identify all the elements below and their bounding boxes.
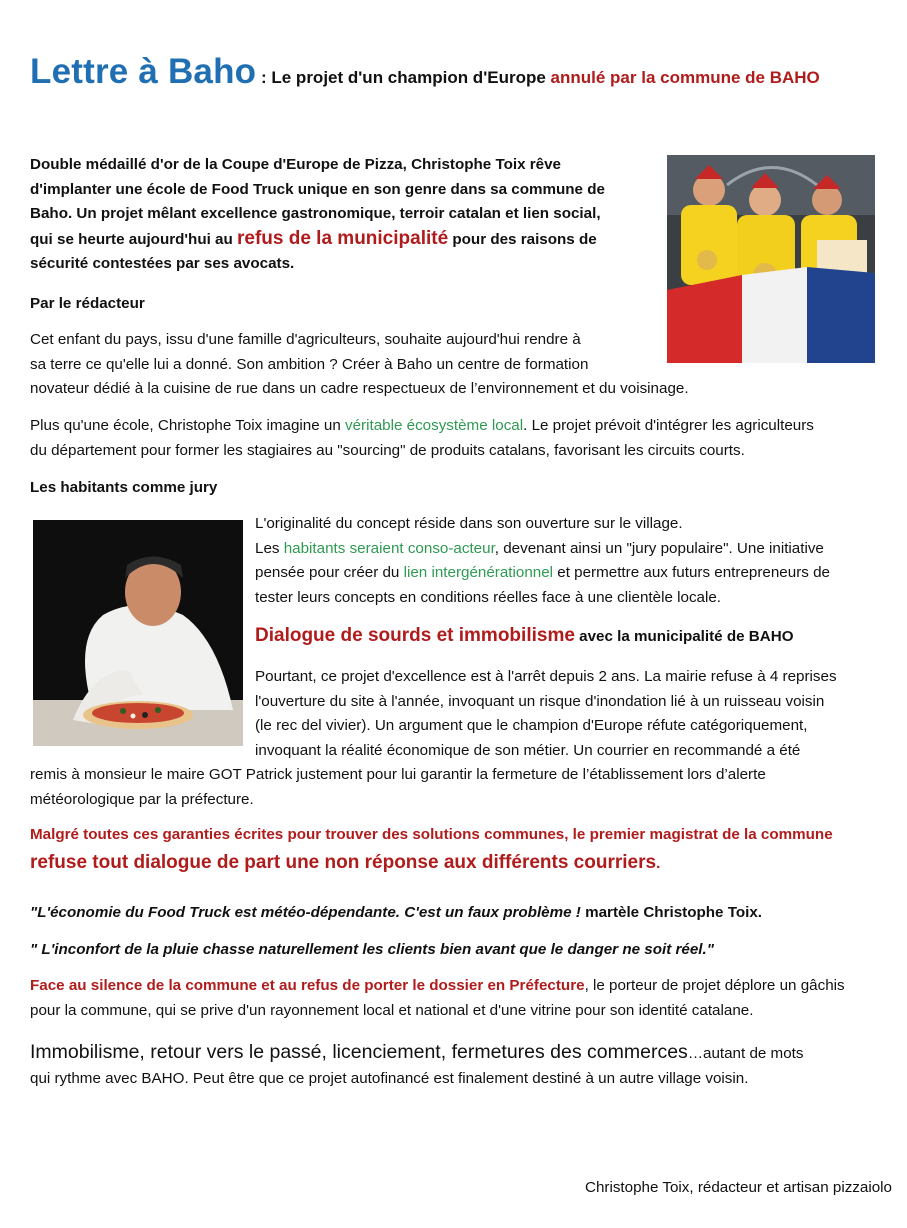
green-highlight: lien intergénérationnel <box>403 564 554 581</box>
chef-photo-illustration <box>33 520 243 746</box>
title-subtitle: Le projet d'un champion d'Europe <box>271 68 551 87</box>
section-heading-jury: Les habitants comme jury <box>30 479 218 496</box>
green-highlight: habitants seraient conso-acteur <box>283 539 495 557</box>
intro-line: qui se heurte aujourd'hui au refus de la municipalité pour des raisons de <box>30 227 597 249</box>
paragraph-6: Face au silence de la commune et au refus de porter le dossier en Préfecture, le porteur de projet déplore un gâchis pour la commune, qui se prive d'un rayonnement local et national et d'une vitrine pour son identité catalane. <box>30 977 845 1019</box>
section-heading-dialogue: Dialogue de sourds et immobilisme avec la municipalité de BAHO <box>255 625 794 646</box>
page-title <box>30 52 820 92</box>
paragraph-4-top: Pourtant, ce projet d'excellence est à l'arrêt depuis 2 ans. La mairie refuse à 4 reprises l'ouverture du site à l'année, invoquant un risque d'inondation lié à un ruisseau voisin (le rec del vivier). Un argument que le champion d'Europe réfute catégoriquement, invoquant la réalité économique de son métier. Un courrier en recommandé a été <box>255 668 837 759</box>
intro-line: sécurité contestées par ses avocats. <box>30 255 295 272</box>
signature: Christophe Toix, rédacteur et artisan pizzaiolo <box>584 1179 892 1196</box>
green-highlight: véritable écosystème local <box>345 417 524 434</box>
paragraph-3: L'originalité du concept réside dans son ouverture sur le village. Les habitants seraient conso-acteur, devenant ainsi un "jury populaire". Une initiative pensée pour créer du lien intergénérationnel et permettre aux futurs entrepreneurs de tester leurs concepts en conditions réelles face à une clientèle locale. <box>255 515 830 606</box>
paragraph-4-bottom: remis à monsieur le maire GOT Patrick justement pour lui garantir la fermeture de l’établissement lors d’alerte météorologique par la préfecture. <box>30 766 766 808</box>
intro-line: Baho. Un projet mêlant excellence gastronomique, terroir catalan et lien social, <box>30 205 601 222</box>
title-separator: : <box>256 68 272 87</box>
quote-2: " L'inconfort de la pluie chasse naturellement les clients bien avant que le danger ne soit réel." <box>30 941 714 958</box>
champions-photo <box>667 155 875 363</box>
title-subtitle-red: annulé par la commune de BAHO <box>550 68 820 87</box>
paragraph-7: Immobilisme, retour vers le passé, licenciement, fermetures des commerces…autant de mots qui rythme avec BAHO. Peut être que ce projet autofinancé est finalement destiné à un autre village voisin. <box>30 1041 804 1087</box>
paragraph-1: Cet enfant du pays, issu d'une famille d'agriculteurs, souhaite aujourd'hui rendre à sa terre ce qu'elle lui a donné. Son ambition ? Créer à Baho un centre de formation novateur dédié à la cuisine de rue dans un cadre respectueux de l’environnement et du voisinage. <box>30 331 689 397</box>
chef-pizza-photo <box>33 520 243 746</box>
title-main: Lettre à Baho <box>30 52 257 91</box>
paragraph-5: Malgré toutes ces garanties écrites pour trouver des solutions communes, le premier magistrat de la commune refuse tout dialogue de part une non réponse aux différents courriers. <box>30 826 833 873</box>
quote-1: "L'économie du Food Truck est météo-dépendante. C'est un faux problème ! martèle Christophe Toix. <box>30 904 763 921</box>
intro-highlight: refus de la municipalité <box>236 227 449 249</box>
intro-line: Double médaillé d'or de la Coupe d'Europe de Pizza, Christophe Toix rêve <box>30 156 562 173</box>
paragraph-2: Plus qu'une école, Christophe Toix imagine un véritable écosystème local. Le projet prévoit d'intégrer les agriculteurs du département pour former les stagiaires au "sourcing" de produits catalans, favorisant les circuits courts. <box>30 417 814 459</box>
intro-paragraph <box>30 153 605 277</box>
byline: Par le rédacteur <box>30 295 145 312</box>
intro-line: d'implanter une école de Food Truck unique en son genre dans sa commune de <box>30 180 605 198</box>
champions-photo-illustration <box>667 155 875 363</box>
